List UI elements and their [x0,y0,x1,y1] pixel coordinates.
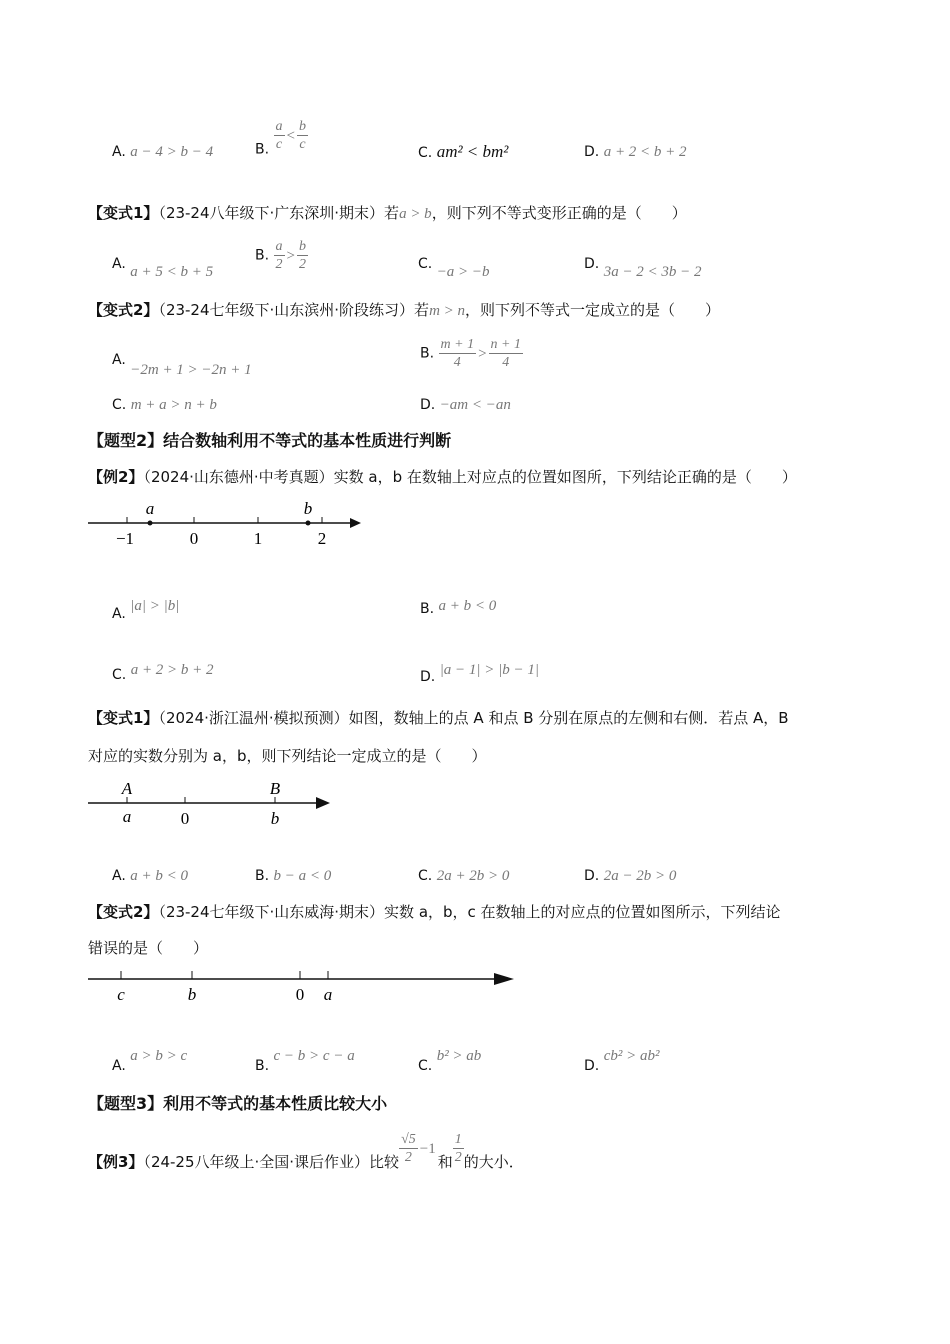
option-label: A. [112,144,126,160]
option-label: B. [420,345,435,362]
point-label: A [121,779,133,798]
option-expr: |a| > |b| [130,598,180,614]
numerator: 1 [454,1132,462,1147]
option-b[interactable] [255,238,308,273]
numerator: a [275,239,283,254]
option-expr: 2a − 2b > 0 [603,868,677,884]
option-expr: a + b < 0 [438,598,497,614]
question-tag: 【变式2】 [88,903,159,921]
numerator: n + 1 [490,337,521,352]
option-label: D. [584,868,600,884]
option-label: C. [112,397,127,413]
option-label: B. [420,601,435,617]
tick-label: 0 [295,985,305,1004]
option-d[interactable] [584,142,687,162]
question-source: （24-25八年级上·全国·课后作业）比较 [143,1153,400,1171]
option-expr: m + a > n + b [130,397,217,413]
option-label: D. [420,397,436,413]
question-text: （23-24七年级下·山东威海·期末）实数 a，b，c 在数轴上的对应点的位置如图所示，下列结论 [158,903,781,921]
option-expr: a + 2 < b + 2 [603,144,687,160]
option-label: C. [418,868,433,884]
question-variant-2 [88,300,720,321]
point-b [306,521,311,526]
question-tag: 【变式1】 [88,709,159,727]
tick-label: 1 [253,529,263,548]
point-label: b [187,985,197,1004]
option-label: B. [255,868,270,884]
option-a[interactable] [112,350,252,380]
option-c[interactable] [112,395,217,415]
denominator: 2 [404,1150,412,1165]
option-c[interactable] [418,1046,481,1076]
math-term: −1 [419,1140,436,1157]
numerator: a [275,119,283,134]
question-source: （23-24八年级下·广东深圳·期末）若 [158,204,400,222]
relation: > [478,345,487,362]
denominator: 2 [275,257,283,272]
point-label: b [270,809,280,828]
option-expr: cb² > ab² [603,1048,660,1064]
option-expr: |a − 1| > |b − 1| [439,662,540,678]
point-a [148,521,153,526]
option-d[interactable] [584,254,702,282]
option-expr: c − b > c − a [273,1048,355,1064]
option-c[interactable] [112,660,214,685]
question-tag: 【变式2】 [88,301,159,319]
fraction [297,118,308,153]
tick-label: 0 [180,809,190,828]
question-tag: 【变式1】 [88,204,159,222]
option-label: D. [584,256,600,272]
question-text: （2024·浙江温州·模拟预测）如图，数轴上的点 A 和点 B 分别在原点的左侧和右侧．若点 A，B [158,709,789,727]
fraction [439,336,477,371]
option-label: A. [112,256,126,272]
condition: a > b [399,206,432,222]
option-label: B. [255,141,270,158]
point-label: a [323,985,333,1004]
option-label: D. [584,144,600,160]
question-variant-1 [88,203,687,224]
option-expr: a + b < 0 [130,868,188,884]
option-b[interactable] [420,336,523,371]
option-b[interactable] [255,1046,355,1076]
fraction [453,1131,464,1166]
denominator: 2 [298,257,306,272]
question-text: 和 [437,1153,453,1171]
option-label: B. [255,1058,270,1074]
option-label: A. [112,868,126,884]
option-d[interactable] [420,660,539,687]
denominator: 4 [453,355,461,370]
denominator: c [299,137,306,152]
denominator: 2 [454,1150,462,1165]
section-heading: 【题型3】利用不等式的基本性质比较大小 [88,1094,388,1113]
fraction [274,238,285,273]
numerator: √5 [401,1132,416,1147]
arrow-head-icon [494,973,514,985]
denominator: 4 [502,355,510,370]
question-tag: 【例2】 [88,468,144,486]
example-2 [88,467,797,487]
tick-label: 2 [317,529,327,548]
option-label: C. [418,1058,433,1074]
denominator: c [275,137,283,152]
option-expr: 3a − 2 < 3b − 2 [603,264,702,280]
tick-label: 0 [189,529,199,548]
question-tag: 【例3】 [88,1153,144,1171]
question-text: 的大小． [463,1153,524,1171]
option-expr: 2a + 2b > 0 [436,868,510,884]
condition: m > n [429,303,466,319]
fraction [399,1131,418,1166]
arrow-head-icon [350,518,361,528]
option-label: B. [255,247,270,264]
option-expr: −a > −b [436,264,490,280]
numerator: m + 1 [440,337,475,352]
option-c[interactable] [418,254,490,282]
option-b[interactable] [255,118,308,160]
question-text: 对应的实数分别为 a，b，则下列结论一定成立的是（ ） [88,747,487,765]
arrow-head-icon [316,797,330,809]
question-text: （2024·山东德州·中考真题）实数 a，b 在数轴上对应点的位置如图所，下列结论正确的是（ ） [143,468,797,486]
option-label: A. [112,1058,126,1074]
example-3 [88,1130,524,1180]
option-a[interactable] [112,1046,187,1076]
option-expr: am² < bm² [436,142,509,161]
option-expr: a + 5 < b + 5 [130,264,214,280]
option-a[interactable] [112,866,188,886]
option-expr: a + 2 > b + 2 [130,662,214,678]
option-a[interactable] [112,254,213,282]
numerator: b [298,119,306,134]
option-label: D. [584,1058,600,1074]
section-heading: 【题型2】结合数轴利用不等式的基本性质进行判断 [88,431,452,450]
option-d[interactable] [584,1046,659,1076]
relation: > [286,247,295,264]
point-label: a [122,807,132,826]
option-expr: −am < −an [439,397,511,413]
option-label: C. [112,667,127,683]
number-line-figure [84,496,374,550]
option-label: C. [418,256,433,272]
option-label: D. [420,669,436,685]
option-b[interactable] [420,596,496,619]
option-d[interactable] [584,866,676,886]
option-expr: b² > ab [436,1048,482,1064]
option-expr: a > b > c [130,1048,188,1064]
point-label: B [269,779,281,798]
option-c[interactable] [418,866,509,886]
question-text: ，则下列不等式一定成立的是（ ） [465,301,721,319]
option-c[interactable] [418,142,508,163]
option-label: C. [418,145,433,161]
question-variant-2b [88,902,781,922]
fraction [297,238,308,273]
option-a[interactable] [112,596,179,624]
fraction [274,118,285,153]
number-line-figure [84,960,524,1010]
option-a[interactable] [112,142,213,162]
option-label: A. [112,352,126,368]
relation: < [286,127,295,144]
option-label: A. [112,606,126,622]
tick-label: −1 [115,529,135,548]
point-label: c [117,985,125,1004]
option-d[interactable] [420,395,511,415]
point-label: a [145,499,155,518]
option-expr: −2m + 1 > −2n + 1 [130,362,252,378]
option-b[interactable] [255,866,331,886]
question-source: （23-24七年级下·山东滨州·阶段练习）若 [158,301,430,319]
numerator: b [298,239,306,254]
question-text: 错误的是（ ） [88,939,209,957]
question-text: ，则下列不等式变形正确的是（ ） [431,204,687,222]
fraction [489,336,523,371]
question-variant-1b [88,708,789,728]
option-expr: b − a < 0 [273,868,332,884]
point-label: b [303,499,313,518]
option-expr: a − 4 > b − 4 [130,144,214,160]
number-line-figure [84,776,344,830]
